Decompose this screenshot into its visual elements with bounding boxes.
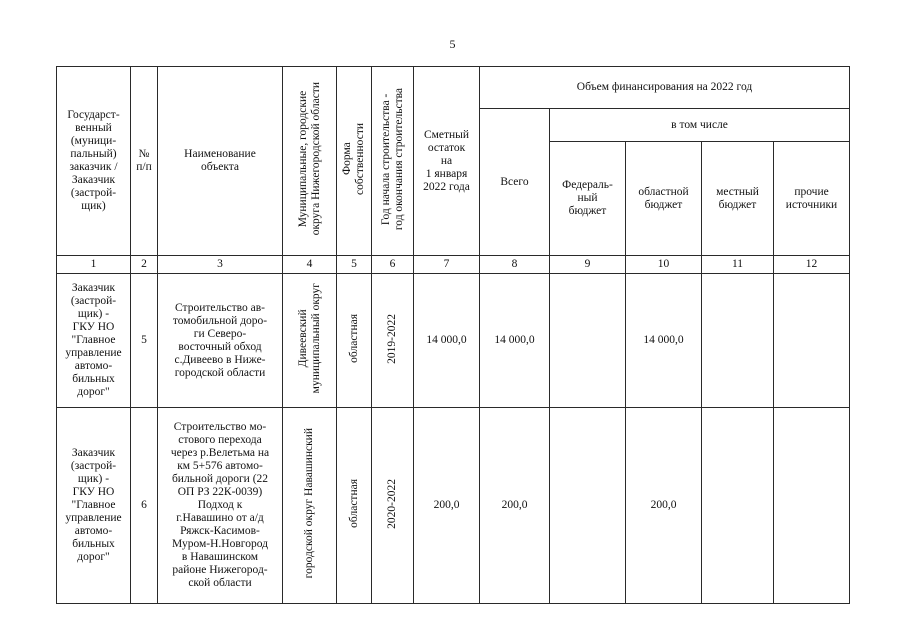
- row-regional: 200,0: [626, 408, 702, 604]
- row-customer: Заказчик (застрой- щик) - ГКУ НО "Главное управление автомо- бильных дорог": [57, 274, 131, 408]
- row-total: 14 000,0: [480, 274, 550, 408]
- row-total: 200,0: [480, 408, 550, 604]
- row-ownership: областная: [337, 274, 372, 408]
- row-object: Строительство ав- томобильной доро- ги Северо- восточный обход с.Дивеево в Ниже- городской области: [158, 274, 283, 408]
- header-including: в том числе: [550, 109, 850, 142]
- row-federal: [550, 274, 626, 408]
- header-financing: Объем финансирования на 2022 год: [480, 67, 850, 109]
- column-numbers-row: [57, 256, 850, 274]
- table-row: [57, 408, 850, 604]
- column-number: 2: [131, 256, 158, 274]
- header-object-name: Наименование объекта: [158, 67, 283, 256]
- row-years: 2019-2022: [372, 274, 414, 408]
- row-years: 2020-2022: [372, 408, 414, 604]
- header-municipality: Муниципальные, городские округа Нижегородской области: [283, 67, 337, 256]
- column-number: 4: [283, 256, 337, 274]
- row-ownership: областная: [337, 408, 372, 604]
- header-ownership: Форма собственности: [337, 67, 372, 256]
- row-regional: 14 000,0: [626, 274, 702, 408]
- row-local: [702, 408, 774, 604]
- row-num: 5: [131, 274, 158, 408]
- column-number: 12: [774, 256, 850, 274]
- row-other: [774, 274, 850, 408]
- column-number: 10: [626, 256, 702, 274]
- header-federal: Федераль- ный бюджет: [550, 142, 626, 256]
- column-number: 6: [372, 256, 414, 274]
- row-estimate: 14 000,0: [414, 274, 480, 408]
- header-customer: Государст- венный (муници- пальный) заказчик / Заказчик (застрой- щик): [57, 67, 131, 256]
- column-number: 5: [337, 256, 372, 274]
- row-num: 6: [131, 408, 158, 604]
- header-other: прочие источники: [774, 142, 850, 256]
- row-local: [702, 274, 774, 408]
- column-number: 9: [550, 256, 626, 274]
- header-regional: областной бюджет: [626, 142, 702, 256]
- header-estimate: Сметный остаток на 1 января 2022 года: [414, 67, 480, 256]
- table-row: [57, 274, 850, 408]
- column-number: 1: [57, 256, 131, 274]
- column-number: 8: [480, 256, 550, 274]
- header-local: местный бюджет: [702, 142, 774, 256]
- row-federal: [550, 408, 626, 604]
- financing-table: [56, 66, 850, 604]
- row-municipality: Дивеевский муниципальный округ: [283, 274, 337, 408]
- header-total: Всего: [480, 109, 550, 256]
- column-number: 3: [158, 256, 283, 274]
- column-number: 11: [702, 256, 774, 274]
- page-number: 5: [449, 37, 456, 51]
- header-row-1: [57, 67, 850, 109]
- row-object: Строительство мо- стового перехода через р.Велетьма на км 5+576 автомо- бильной дороги (22 ОП РЗ 22К-0039) Подход к г.Навашино от а/д Ряжск-Касимов- Муром-Н.Новгород в Навашинском районе Нижегород- ской области: [158, 408, 283, 604]
- row-other: [774, 408, 850, 604]
- header-years: Год начала строительства - год окончания строительства: [372, 67, 414, 256]
- header-num: № п/п: [131, 67, 158, 256]
- column-number: 7: [414, 256, 480, 274]
- row-customer: Заказчик (застрой- щик) - ГКУ НО "Главное управление автомо- бильных дорог": [57, 408, 131, 604]
- row-municipality: городской округ Навашинский: [283, 408, 337, 604]
- row-estimate: 200,0: [414, 408, 480, 604]
